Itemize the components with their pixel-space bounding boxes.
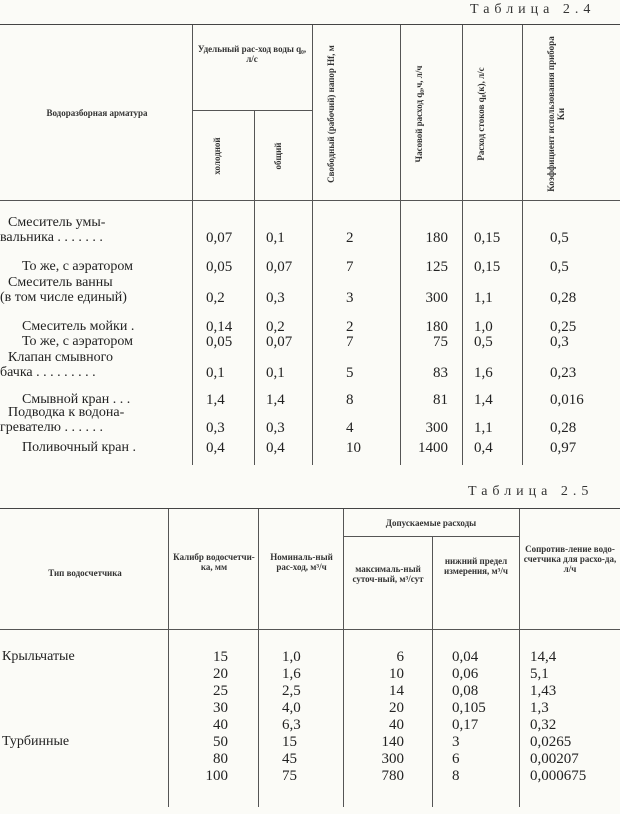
header-bottom-rule <box>0 200 620 201</box>
header-caliber: Калибр водосчетчи-ка, мм <box>173 552 255 572</box>
cell-drain: 1,0 <box>474 319 493 335</box>
cell-resistance: 14,4 <box>530 649 557 665</box>
cell-cold: 0,4 <box>206 440 225 456</box>
cell-caliber: 30 <box>213 700 228 716</box>
header-drain-flow: Расход стоков q₀(к), л/с <box>476 67 486 161</box>
cell-lower-limit: 6 <box>452 751 460 767</box>
cell-nominal: 1,0 <box>282 649 301 665</box>
cell-resistance: 0,000675 <box>530 768 587 784</box>
cell-lower-limit: 0,105 <box>452 700 486 716</box>
cell-head: 2 <box>346 319 354 335</box>
fixture-name-line1: Клапан смывного <box>8 350 114 365</box>
col-divider <box>258 509 259 807</box>
cell-max-daily: 40 <box>389 717 404 733</box>
cell-head: 10 <box>346 440 361 456</box>
cell-total: 0,1 <box>266 230 285 246</box>
cell-lower-limit: 8 <box>452 768 460 784</box>
header-resistance: Сопротив-ление водо-счетчика для расхо-да, л/ч <box>523 544 617 574</box>
cell-max-daily: 780 <box>381 768 404 784</box>
cell-resistance: 1,43 <box>530 683 557 699</box>
header-subrule <box>343 536 519 537</box>
header-fixture: Водоразборная арматура <box>46 108 148 118</box>
cell-nominal: 1,6 <box>282 666 301 682</box>
cell-hourly: 180 <box>425 230 448 246</box>
meter-type: Турбинные <box>2 734 70 749</box>
cell-max-daily: 20 <box>389 700 404 716</box>
cell-max-daily: 300 <box>381 751 404 767</box>
cell-coef: 0,5 <box>550 259 569 275</box>
cell-cold: 0,05 <box>206 334 233 350</box>
col-divider <box>432 536 433 807</box>
cell-drain: 1,1 <box>474 420 493 436</box>
header-subrule <box>192 110 312 111</box>
cell-max-daily: 14 <box>389 683 404 699</box>
cell-total: 0,07 <box>266 259 293 275</box>
cell-lower-limit: 0,06 <box>452 666 479 682</box>
meter-type: Крыльчатые <box>2 649 75 664</box>
cell-hourly: 83 <box>433 365 448 381</box>
cell-nominal: 2,5 <box>282 683 301 699</box>
cell-hourly: 1400 <box>418 440 448 456</box>
cell-drain: 0,5 <box>474 334 493 350</box>
cell-caliber: 40 <box>213 717 228 733</box>
header-bottom-rule <box>0 629 620 630</box>
cell-cold: 0,05 <box>206 259 233 275</box>
cell-total: 0,3 <box>266 290 285 306</box>
header-specific-flow: Удельный рас-ход воды q₀, л/с <box>197 44 307 64</box>
col-divider <box>519 509 520 807</box>
col-divider <box>522 25 523 465</box>
table-2-4-top-rule <box>0 24 620 25</box>
cell-nominal: 15 <box>282 734 297 750</box>
header-cold: холодной <box>212 137 222 175</box>
table-2-5-caption: Таблица 2.5 <box>468 484 594 499</box>
cell-head: 7 <box>346 334 354 350</box>
cell-cold: 0,14 <box>206 319 233 335</box>
cell-resistance: 1,3 <box>530 700 549 716</box>
cell-drain: 0,15 <box>474 230 501 246</box>
cell-coef: 0,23 <box>550 365 577 381</box>
col-divider <box>312 25 313 465</box>
cell-total: 0,07 <box>266 334 293 350</box>
fixture-name: бачка . . . . . . . . . <box>0 365 96 380</box>
cell-head: 5 <box>346 365 354 381</box>
cell-coef: 0,28 <box>550 420 577 436</box>
cell-resistance: 5,1 <box>530 666 549 682</box>
table-2-4-caption: Таблица 2.4 <box>470 2 596 17</box>
cell-caliber: 80 <box>213 751 228 767</box>
cell-total: 1,4 <box>266 392 285 408</box>
cell-cold: 1,4 <box>206 392 225 408</box>
header-max-daily: максималь-ный суточ-ный, м³/сут <box>352 564 424 584</box>
fixture-name-line1: Подводка к водона- <box>8 405 125 420</box>
fixture-name: То же, с аэратором <box>22 334 134 349</box>
col-divider <box>168 509 169 807</box>
header-nominal: Номиналь-ный рас-ход, м³/ч <box>270 552 333 572</box>
cell-resistance: 0,0265 <box>530 734 572 750</box>
cell-nominal: 45 <box>282 751 297 767</box>
cell-coef: 0,3 <box>550 334 569 350</box>
cell-head: 4 <box>346 420 354 436</box>
cell-max-daily: 6 <box>396 649 404 665</box>
header-allowed: Допускаемые расходы <box>385 518 477 528</box>
fixture-name: вальника . . . . . . . <box>0 230 103 245</box>
cell-head: 3 <box>346 290 354 306</box>
col-divider <box>343 509 344 807</box>
cell-coef: 0,97 <box>550 440 577 456</box>
table-2-5-top-rule <box>0 508 620 509</box>
cell-cold: 0,1 <box>206 365 225 381</box>
cell-head: 7 <box>346 259 354 275</box>
cell-total: 0,1 <box>266 365 285 381</box>
cell-hourly: 81 <box>433 392 448 408</box>
header-total: общий <box>273 142 283 170</box>
cell-lower-limit: 3 <box>452 734 460 750</box>
header-lower-limit: нижний предел измерения, м³/ч <box>444 556 508 576</box>
cell-caliber: 15 <box>213 649 228 665</box>
cell-hourly: 75 <box>433 334 448 350</box>
fixture-name: (в том числе единый) <box>0 290 127 305</box>
col-divider <box>254 110 255 465</box>
fixture-name: гревателю . . . . . . <box>0 420 104 435</box>
cell-max-daily: 10 <box>389 666 404 682</box>
fixture-name: Смывной кран . . . <box>22 392 131 407</box>
cell-coef: 0,25 <box>550 319 577 335</box>
cell-nominal: 6,3 <box>282 717 301 733</box>
cell-coef: 0,016 <box>550 392 584 408</box>
cell-nominal: 4,0 <box>282 700 301 716</box>
cell-resistance: 0,00207 <box>530 751 579 767</box>
fixture-name: Смеситель мойки . <box>22 319 135 334</box>
cell-lower-limit: 0,17 <box>452 717 479 733</box>
cell-hourly: 125 <box>425 259 448 275</box>
fixture-name: Поливочный кран . <box>22 440 136 455</box>
cell-cold: 0,3 <box>206 420 225 436</box>
cell-head: 2 <box>346 230 354 246</box>
cell-caliber: 50 <box>213 734 228 750</box>
cell-coef: 0,28 <box>550 290 577 306</box>
cell-lower-limit: 0,04 <box>452 649 479 665</box>
col-divider <box>462 25 463 465</box>
cell-total: 0,4 <box>266 440 285 456</box>
fixture-name-line1: Смеситель умы- <box>8 215 106 230</box>
cell-nominal: 75 <box>282 768 297 784</box>
cell-drain: 1,4 <box>474 392 493 408</box>
header-free-head: Свободный (рабочий) напор Hf, м <box>326 45 336 183</box>
cell-caliber: 100 <box>205 768 228 784</box>
header-meter-type: Тип водосчетчика <box>48 568 122 578</box>
fixture-name: То же, с аэратором <box>22 259 134 274</box>
cell-max-daily: 140 <box>381 734 404 750</box>
header-hourly-flow: Часовой расход q₀,ч, л/ч <box>414 65 424 163</box>
cell-drain: 0,15 <box>474 259 501 275</box>
cell-drain: 1,6 <box>474 365 493 381</box>
cell-caliber: 20 <box>213 666 228 682</box>
col-divider <box>192 25 193 465</box>
cell-lower-limit: 0,08 <box>452 683 479 699</box>
cell-hourly: 180 <box>425 319 448 335</box>
cell-cold: 0,2 <box>206 290 225 306</box>
cell-total: 0,3 <box>266 420 285 436</box>
cell-total: 0,2 <box>266 319 285 335</box>
cell-head: 8 <box>346 392 354 408</box>
fixture-name-line1: Смеситель ванны <box>8 275 113 290</box>
cell-hourly: 300 <box>425 290 448 306</box>
header-usage-coef: Коэффициент использования прибора Kи <box>546 36 566 192</box>
cell-resistance: 0,32 <box>530 717 557 733</box>
cell-coef: 0,5 <box>550 230 569 246</box>
cell-cold: 0,07 <box>206 230 233 246</box>
cell-drain: 0,4 <box>474 440 493 456</box>
cell-drain: 1,1 <box>474 290 493 306</box>
cell-hourly: 300 <box>425 420 448 436</box>
cell-caliber: 25 <box>213 683 228 699</box>
